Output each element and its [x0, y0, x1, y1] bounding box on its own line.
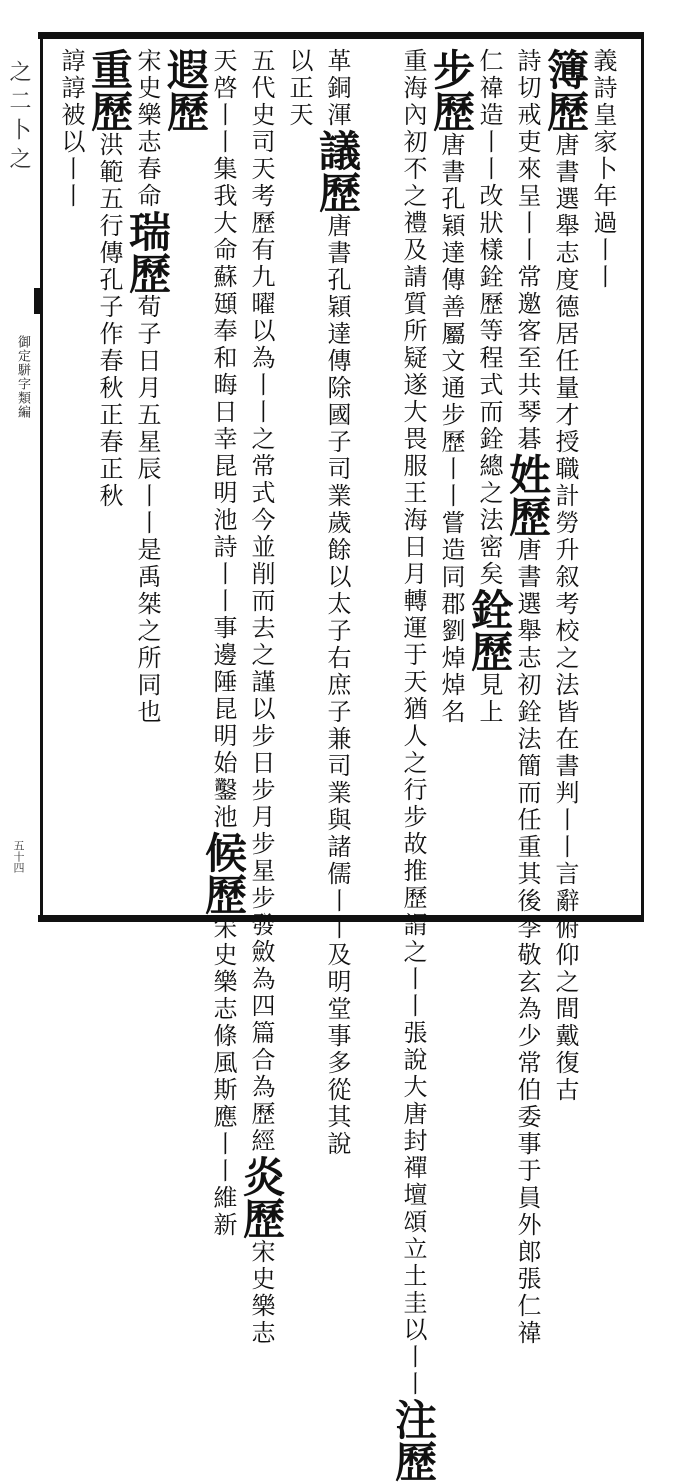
entry-heading: 議歷: [313, 129, 362, 213]
column-text: 洪範五行傳孔子作春秋正春正秋: [95, 132, 123, 510]
text-column-3: [503, 48, 552, 1347]
text-column-14: [54, 48, 88, 910]
text-column-11: [161, 48, 210, 910]
entry-heading: 候歷: [199, 831, 248, 915]
column-text: 宋史樂志春命: [133, 48, 161, 210]
entry-heading: 炎歷: [237, 1155, 286, 1239]
text-column-2: [541, 48, 590, 1104]
column-text: 唐書孔穎達傳除國子司業歲餘以太子右庶子兼司業與諸儒丨丨及明堂事多從其說: [323, 213, 351, 1158]
column-text: 重海內初不之禮及請質所疑遂大畏服王海日月轉運于天猶人之行步故推歷謂之丨丨張說大唐封禪壇頌立土圭以丨丨: [399, 48, 427, 1398]
entry-heading: 遐歷: [161, 48, 210, 132]
entry-heading: 銓歷: [465, 588, 514, 672]
entry-heading: 重歷: [85, 48, 134, 132]
entry-heading: 瑞歷: [123, 210, 172, 294]
column-text: 五代史司天考歷有九曜以為丨丨之常式今並削而去之謹以步日步月步星步發斂為四篇合為歷經: [247, 48, 275, 1155]
text-column-13: [85, 48, 134, 910]
entry-heading: 步歷: [427, 48, 476, 132]
text-column-9: [237, 48, 286, 1347]
text-column-1: [586, 48, 620, 910]
entry-heading: 簿歷: [541, 48, 590, 132]
left-border-rule: [40, 32, 43, 922]
text-column-8: [282, 48, 316, 910]
column-text: 見上: [475, 672, 503, 726]
column-text: 唐書選舉志初銓法簡而任重其後李敬玄為少常伯委事于員外郎張仁禕: [513, 537, 541, 1347]
entry-heading: 姓歷: [503, 453, 552, 537]
column-text: 宋史樂志: [247, 1239, 275, 1347]
column-text: 以正天: [285, 48, 313, 129]
right-border-rule: [641, 32, 644, 922]
text-column-7: [313, 48, 362, 1158]
column-text: 詩切戒吏來呈丨丨常邀客至共琴碁: [513, 48, 541, 453]
fish-tail-mark: [34, 288, 42, 314]
column-text: 宋史樂志條風斯應丨丨維新: [209, 915, 237, 1239]
top-border-rule: [38, 32, 644, 39]
column-text: 荀子日月五星辰丨丨是禹桀之所同也: [133, 294, 161, 726]
margin-book-title: 御定駢字類編: [15, 335, 30, 419]
column-text: 天啓丨丨集我大命蘇頲奉和晦日幸昆明池詩丨丨事邊陲昆明始鑿池: [209, 48, 237, 831]
text-column-12: [123, 48, 172, 910]
text-column-4: [465, 48, 514, 910]
column-text: 義詩皇家卜年過丨丨: [589, 48, 617, 291]
column-text: 仁禕造丨丨改狀樣銓歷等程式而銓總之法密矣: [475, 48, 503, 588]
text-column-10: [199, 48, 248, 1239]
previous-leaf-fragment: 之 二 卜 之: [6, 60, 31, 169]
column-text: 唐書選舉志度德居任量才授職計勞升叙考校之法皆在書判丨丨言辭俯仰之間戴復古: [551, 132, 579, 1104]
column-text: 唐書孔穎達傳善屬文通步歷丨丨嘗造同郡劉焯焯名: [437, 132, 465, 726]
column-text: 革銅渾: [323, 48, 351, 129]
text-column-5: [427, 48, 476, 910]
text-column-6: [389, 48, 438, 1482]
folio-number: 五十四: [12, 840, 25, 873]
entry-heading: 注歷: [389, 1398, 438, 1482]
column-text: 諄諄被以丨丨: [57, 48, 85, 210]
